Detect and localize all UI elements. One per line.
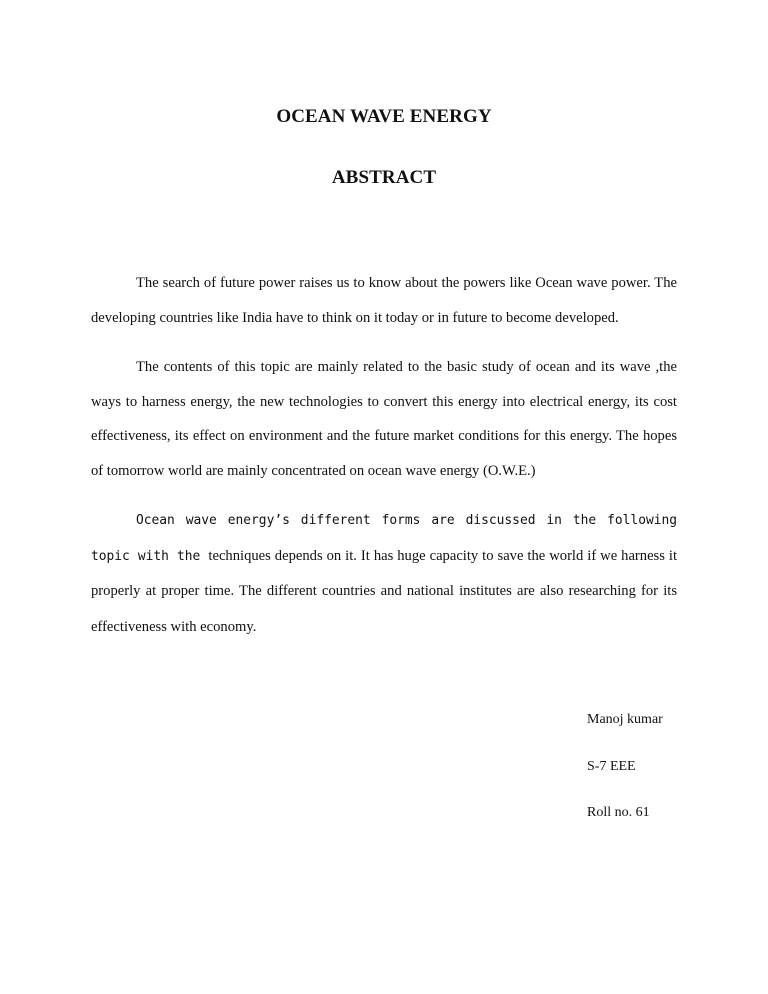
document-title: OCEAN WAVE ENERGY <box>276 106 492 127</box>
author-class: S-7 EEE <box>587 759 636 774</box>
paragraph-3-rest-text: techniques depends on it. It has huge capacity to save the world if we harness it properly at proper time. The different countries and national institutes are also researching for its effectiveness with economy. <box>91 547 678 635</box>
document-subtitle: ABSTRACT <box>331 167 437 188</box>
paragraph-3-lead-text: Ocean wave energy’s different forms are discussed in the following topic with the <box>91 513 677 564</box>
author-name: Manoj kumar <box>587 712 663 727</box>
abstract-paragraph-1: The search of future power raises us to know about the powers like Ocean wave power. The developing countries like India have to think on it today or in future to become developed. <box>91 275 677 326</box>
abstract-paragraph-2: The contents of this topic are mainly related to the basic study of ocean and its wave ,the ways to harness energy, the new technologies to convert this energy into electrical energy, its cost effectiveness, its effect on environment and the future market conditions for this energy. The hopes of tomorrow world are mainly concentrated on ocean wave energy (O.W.E.) <box>91 359 677 479</box>
author-roll-number: Roll no. 61 <box>587 805 650 820</box>
abstract-paragraph-3 <box>91 504 677 645</box>
